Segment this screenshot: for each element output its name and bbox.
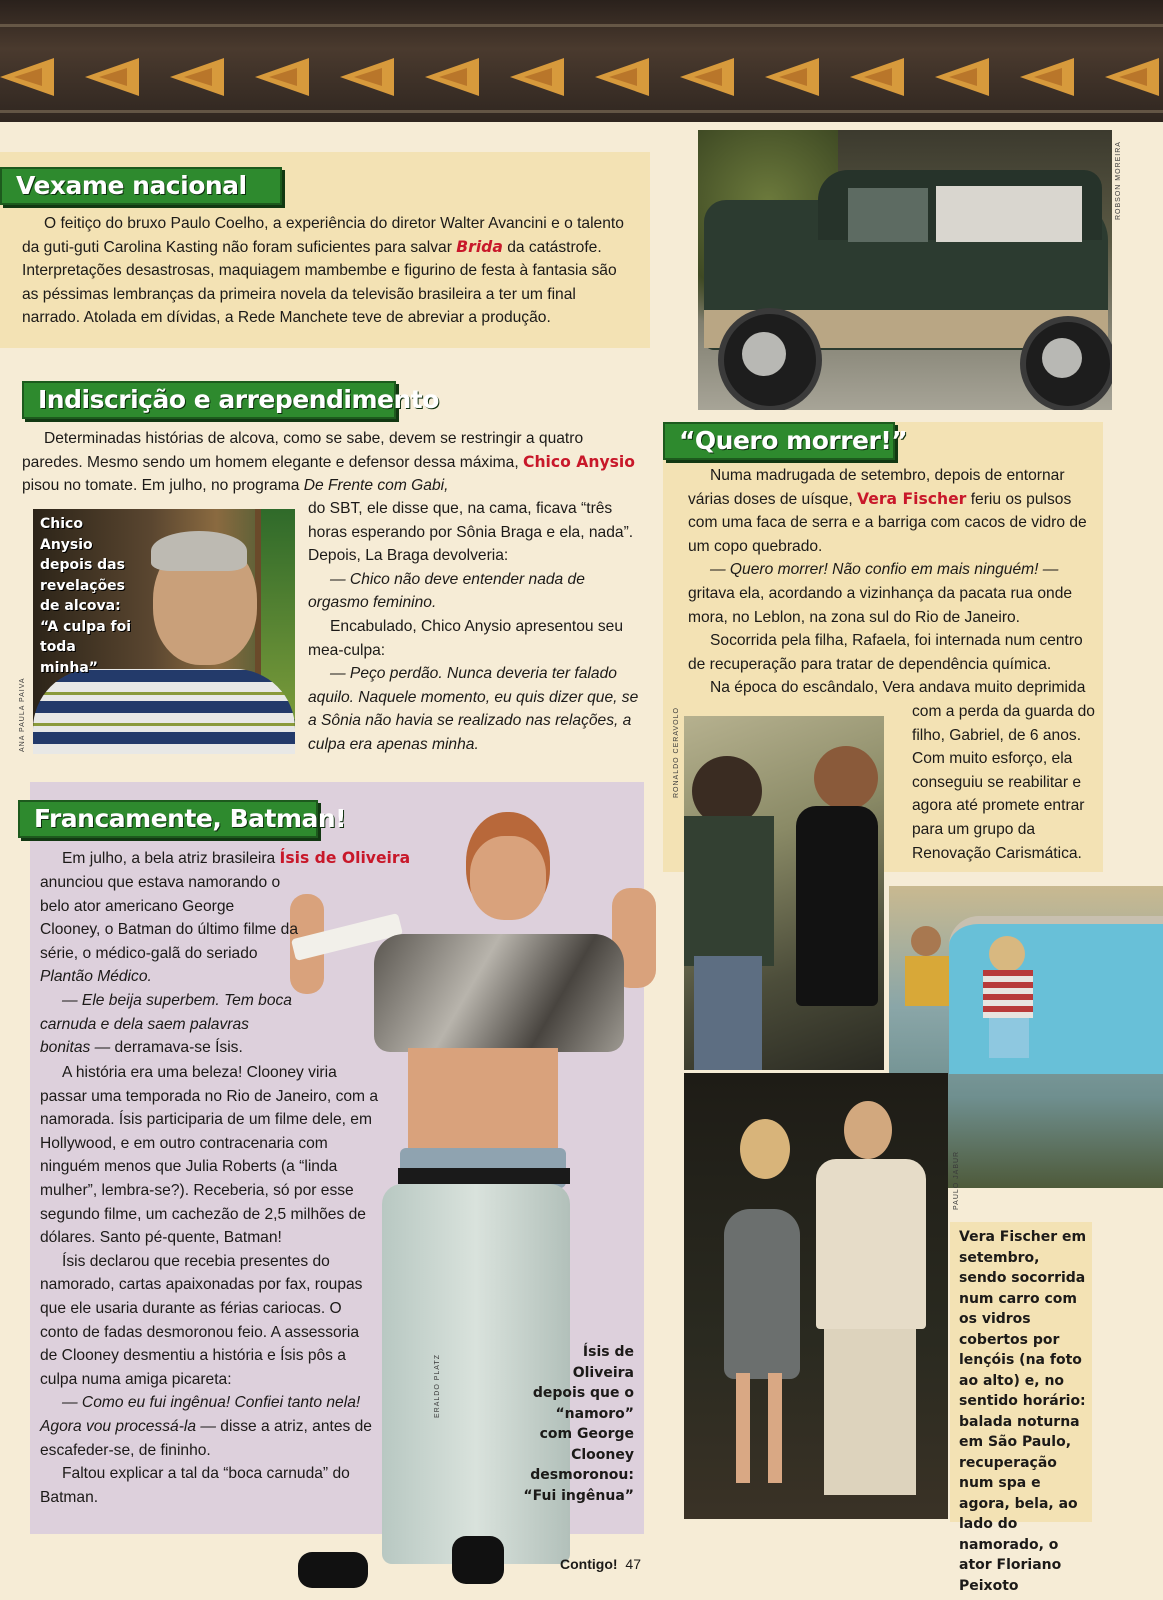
triangle-ornament-icon: [1105, 58, 1159, 96]
triangle-ornament-icon: [680, 58, 734, 96]
vera-floriano-photo: [684, 1073, 948, 1519]
triangle-ornament-icon: [170, 58, 224, 96]
batman-intro: Em julho, a bela atriz brasileira Ísis de Oliveira: [62, 849, 411, 867]
chico-photo-credit: ANA PAULA PAIVA: [19, 677, 26, 752]
vera-car-photo: [698, 130, 1112, 410]
triangle-ornament-icon: [1020, 58, 1074, 96]
batman-header: [18, 800, 347, 838]
magazine-name: Contigo!: [560, 1556, 618, 1572]
quero-body: Numa madrugada de setembro, depois de entornar várias doses de uísque, Vera Fischer feriu os pulsos com uma faca de serra e a barriga com cacos de vidro de um copo quebrado. — Quero morrer! Não confio em mais ninguém! — gritava ela, acordando a vizinhança da pacata rua onde mora, no Leblon, na zona sul do Rio de Janeiro. Socorrida pela filha, Rafaela, foi internada num centro de recuperação para tratar de dependência química. Na época do escândalo, Vera andava muito deprimida: [688, 467, 1087, 697]
vexame-body: O feitiço do bruxo Paulo Coelho, a experiência do diretor Walter Avancini e o talento da guti-guti Carolina Kasting não foram suficientes para salvar Brida da catástrofe. Interpretações desastrosas, maquiagem mambembe e figurino de festa à fantasia são as péssimas lembranças da primeira novela da televisão brasileira a ter um final narrado. Atolada em dívidas, a Rede Manchete teve de abreviar a produção.: [22, 215, 624, 327]
highlight-vera-fischer: Vera Fischer: [857, 489, 967, 508]
batman-title: Francamente, Batman!: [34, 804, 347, 833]
batman-body-narrow: anunciou que estava namorando o belo ator americano George Clooney, o Batman do último filme da série, o médico-galã do seriado Plantão Médico. — Ele beija superbem. Tem boca carnuda e dela saem palavras bonitas — derramava-se Ísis.: [40, 874, 299, 1057]
triangle-ornament-icon: [850, 58, 904, 96]
triangle-ornament-icon: [425, 58, 479, 96]
indiscricao-header: [22, 381, 439, 419]
indiscricao-intro: Determinadas histórias de alcova, como se sabe, devem se restringir a quatro paredes. Mesmo sendo um homem elegante e defensor dessa máxima, Chico Anysio pisou no tomate. Em julho, no programa De Frente com Gabi,: [22, 430, 635, 495]
highlight-chico-anysio: Chico Anysio: [523, 452, 635, 471]
boat-photo-credit: PAULO JABUR: [953, 1150, 960, 1210]
highlight-isis-de-oliveira: Ísis de Oliveira: [279, 849, 411, 867]
vera-spa-photo: [684, 716, 884, 1070]
highlight-brida: Brida: [456, 237, 503, 256]
indiscricao-title: Indiscrição e arrependimento: [38, 385, 439, 414]
triangle-ornament-icon: [935, 58, 989, 96]
page-footer: [560, 1556, 641, 1572]
quero-body-continued: com a perda da guarda do filho, Gabriel, de 6 anos. Com muito esforço, ela conseguiu se reabilitar e agora até promete entrar para um grupo da Renovação Carismática.: [912, 703, 1095, 862]
spa-photo-credit: RONALDO CERAVOLO: [673, 707, 680, 798]
triangle-ornament-icon: [255, 58, 309, 96]
indiscricao-continued: do SBT, ele disse que, na cama, ficava “três horas esperando por Sônia Braga e ela, nada”. Depois, La Braga devolveria: — Chico não deve entender nada de orgasmo feminino. Encabulado, Chico Anysio apresentou seu mea-culpa: — Peço perdão. Nunca deveria ter falado aquilo. Naquele momento, eu quis dizer que, se a Sônia não havia se realizado nas relações, a culpa era apenas minha.: [308, 500, 639, 753]
triangle-ornament-icon: [0, 58, 54, 96]
quero-title: “Quero morrer!”: [679, 426, 908, 455]
isis-photo-credit: ERALDO PLATZ: [434, 1354, 441, 1418]
batman-body: A história era uma beleza! Clooney viria passar uma temporada no Rio de Janeiro, com a namorada. Ísis participaria de um filme dele, em Hollywood, e em outro contracenaria com ninguém menos que Julia Roberts (a “linda mulher”, lembra-se?). Receberia, só por esse segundo filme, um cachezão de 2,5 milhões de dólares. Santo pé-quente, Batman! Ísis declarou que recebia presentes do namorado, cartas apaixonadas por fax, roupas que ele usaria durante as férias cariocas. O conto de fadas desmoronou feio. A assessoria de Clooney desmentiu a história e Ísis pôs a culpa numa amiga picareta: — Como eu fui ingênua! Confiei tanto nela! Agora vou processá-la — disse a atriz, antes de escafeder-se, de fininho. Faltou explicar a tal da “boca carnuda” do Batman.: [40, 1064, 379, 1506]
triangle-ornament-icon: [765, 58, 819, 96]
vexame-title: Vexame nacional: [16, 171, 247, 200]
isis-caption: Ísis de Oliveira depois que o “namoro” com George Clooney desmoronou: “Fui ingênua”: [523, 1344, 634, 1504]
triangle-ornament-icon: [85, 58, 139, 96]
page-number: 47: [625, 1556, 641, 1572]
vera-caption: Vera Fischer em setembro, sendo socorrida num carro com os vidros cobertos por lençóis (na foto ao alto) e, no sentido horário: balada noturna em São Paulo, recuperação num spa e agora, bela, ao lado do namorado, o ator Floriano Peixoto: [959, 1229, 1087, 1594]
triangle-ornament-icon: [595, 58, 649, 96]
triangle-ornament-icon: [510, 58, 564, 96]
quero-header: [663, 422, 908, 460]
car-photo-credit: ROBSON MOREIRA: [1115, 141, 1122, 220]
vexame-header: [0, 167, 282, 205]
chico-caption: Chico Anysio depois das revelações de alcova: “A culpa foi toda minha”: [40, 516, 132, 676]
triangle-ornament-icon: [340, 58, 394, 96]
decorative-top-band: [0, 0, 1163, 122]
